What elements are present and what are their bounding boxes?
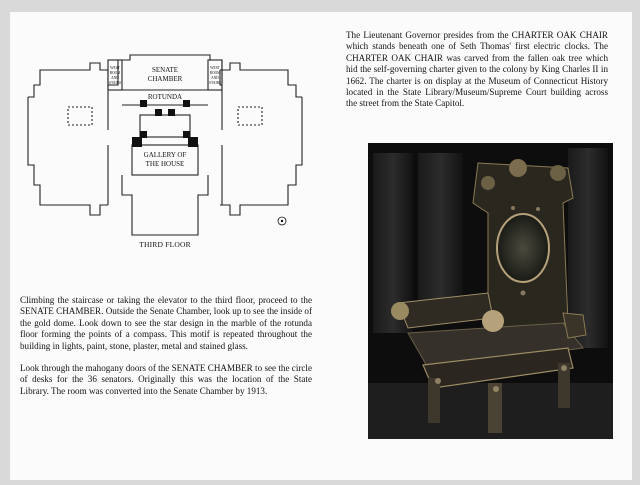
side-room-label-east-3: AND	[211, 76, 219, 80]
side-room-label-east-2: ROOM	[209, 71, 221, 75]
chair-image	[368, 143, 613, 439]
side-room-label-2: ROOM	[109, 71, 121, 75]
side-room-label-1: WEST	[110, 66, 120, 70]
side-room-label-east-4: STAIRS	[208, 81, 222, 85]
plan-label-senate-line2: CHAMBER	[147, 75, 183, 83]
plan-label-senate-line1: SENATE	[151, 66, 179, 74]
third-floor-plan	[20, 45, 310, 250]
charter-oak-chair-text	[346, 30, 608, 121]
charter-oak-chair-photo	[368, 143, 613, 439]
side-room-label-east-1: WEST	[210, 66, 220, 70]
senate-chamber-text	[20, 295, 312, 408]
plan-caption-third-floor: THIRD FLOOR	[139, 240, 191, 249]
side-room-label-3: AND	[111, 76, 119, 80]
plan-label-gallery-line2: THE HOUSE	[145, 160, 185, 168]
side-room-label-4: STAIRS	[108, 81, 122, 85]
mahogany-doors-paragraph: Look through the mahogany doors of the SENATE CHAMBER to see the circle of desks for the 36 senators. Originally this was the location of the State Library. The room was converted into the Senate Chamber by 1913.	[20, 363, 312, 396]
plan-label-rotunda: ROTUNDA	[147, 93, 183, 101]
charter-oak-paragraph: The Lieutenant Governor presides from the CHARTER OAK CHAIR which stands beneath one of Seth Thomas' first electric clocks. The CHARTER OAK CHAIR was carved from the fallen oak tree which hid the self-governing charter given to the colony by King Charles II in 1662. The charter is on display at the Museum of Connecticut History located in the State Library/Museum/Supreme Court building across the street from the State Capitol.	[346, 30, 608, 109]
third-floor-paragraph: Climbing the staircase or taking the elevator to the third floor, proceed to the SENATE CHAMBER. Outside the Senate Chamber, look up to see the inside of the gold dome. Look down to see the star design in the marble of the rotunda floor forming the points of a compass. This motif is repeated throughout the building in lights, paint, stone, plaster, metal and stained glass.	[20, 295, 312, 351]
plan-label-gallery-line1: GALLERY OF	[143, 151, 187, 159]
